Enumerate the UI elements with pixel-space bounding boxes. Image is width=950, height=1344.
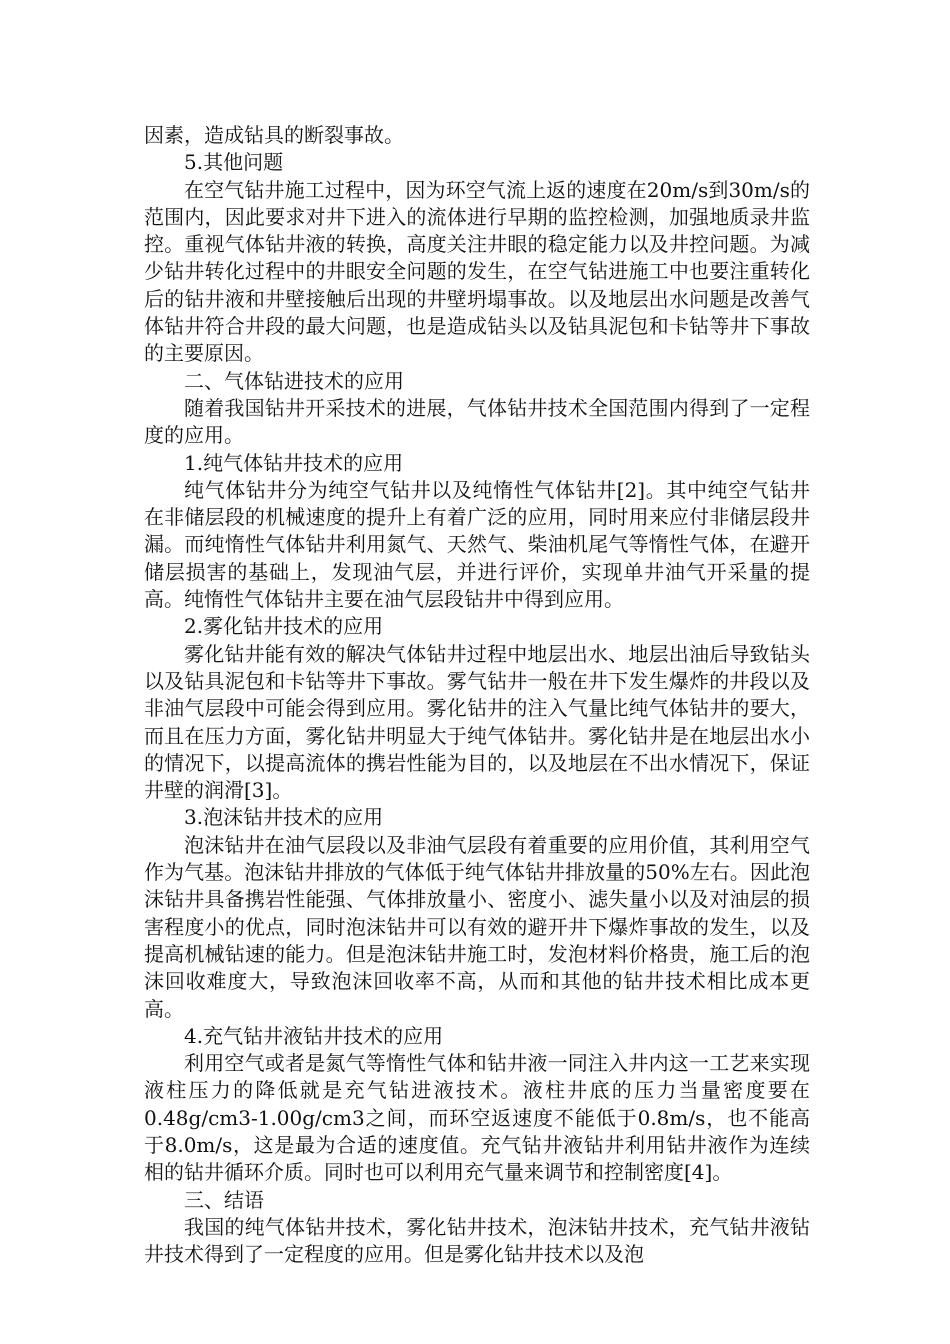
- section-heading-other-issues: 5.其他问题: [184, 150, 284, 175]
- section-heading-pure-gas-drilling: 1.纯气体钻井技术的应用: [184, 450, 404, 475]
- section-heading-gas-drilling-application: 二、气体钻进技术的应用: [184, 368, 404, 393]
- section-heading-foam-drilling: 3.泡沫钻井技术的应用: [184, 805, 384, 830]
- paragraph-continuation: 因素，造成钻具的断裂事故。: [144, 123, 404, 147]
- paragraph-gas-drilling-intro: 随着我国钻井开采技术的进展，气体钻井技术全国范围内得到了一定程度的应用。: [144, 395, 810, 448]
- section-heading-conclusion: 三、结语: [184, 1187, 264, 1212]
- section-heading-aerated-fluid-drilling: 4.充气钻井液钻井技术的应用: [184, 1023, 444, 1048]
- paragraph-air-drilling-issues: 在空气钻井施工过程中，因为环空气流上返的速度在20m/s到30m/s的范围内，因此要求对井下进入的流体进行早期的监控检测，加强地质录井监控。重视气体钻井液的转换，高度关注井眼的稳定能力以及井控问题。为减少钻井转化过程中的井眼安全问题的发生，在空气钻进施工中也要注重转化后的钻井液和井壁接触后出现的井壁坍塌事故。以及地层出水问题是改善气体钻井符合井段的最大问题，也是造成钻头以及钻具泥包和卡钻等井下事故的主要原因。: [144, 177, 810, 366]
- paragraph-mist-drilling: 雾化钻井能有效的解决气体钻井过程中地层出水、地层出油后导致钻头以及钻具泥包和卡钻等井下事故。雾气钻井一般在井下发生爆炸的井段以及非油气层段中可能会得到应用。雾化钻井的注入气量比纯气体钻井的要大，而且在压力方面，雾化钻井明显大于纯气体钻井。雾化钻井是在地层出水小的情况下，以提高流体的携岩性能为目的，以及地层在不出水情况下，保证井壁的润滑[3]。: [144, 641, 810, 803]
- paragraph-pure-gas-drilling: 纯气体钻井分为纯空气钻井以及纯惰性气体钻井[2]。其中纯空气钻井在非储层段的机械速度的提升上有着广泛的应用，同时用来应付非储层段井漏。而纯惰性气体钻井利用氮气、天然气、柴油机尾气等惰性气体，在避开储层损害的基础上，发现油气层，并进行评价，实现单井油气开采量的提高。纯惰性气体钻井主要在油气层段钻井中得到应用。: [144, 477, 810, 612]
- paragraph-conclusion: 我国的纯气体钻井技术，雾化钻井技术，泡沫钻井技术，充气钻井液钻井技术得到了一定程度的应用。但是雾化钻井技术以及泡: [144, 1214, 810, 1267]
- paragraph-foam-drilling: 泡沫钻井在油气层段以及非油气层段有着重要的应用价值，其利用空气作为气基。泡沫钻井排放的气体低于纯气体钻井排放量的50%左右。因此泡沫钻井具备携岩性能强、气体排放量小、密度小、滤失量小以及对油层的损害程度小的优点，同时泡沫钻井可以有效的避开井下爆炸事故的发生，以及提高机械钻速的能力。但是泡沫钻井施工时，发泡材料价格贵，施工后的泡沫回收难度大，导致泡沫回收率不高，从而和其他的钻井技术相比成本更高。: [144, 832, 810, 1021]
- document-body: [144, 122, 810, 1268]
- paragraph-aerated-fluid-drilling: 利用空气或者是氮气等惰性气体和钻井液一同注入井内这一工艺来实现液柱压力的降低就是充气钻进液技术。液柱井底的压力当量密度要在0.48g/cm3-1.00g/cm3之间，而环空返速度不能低于0.8m/s，也不能高于8.0m/s，这是最为合适的速度值。充气钻井液钻井利用钻井液作为连续相的钻井循环介质。同时也可以利用充气量来调节和控制密度[4]。: [144, 1051, 810, 1185]
- section-heading-mist-drilling: 2.雾化钻井技术的应用: [184, 614, 384, 639]
